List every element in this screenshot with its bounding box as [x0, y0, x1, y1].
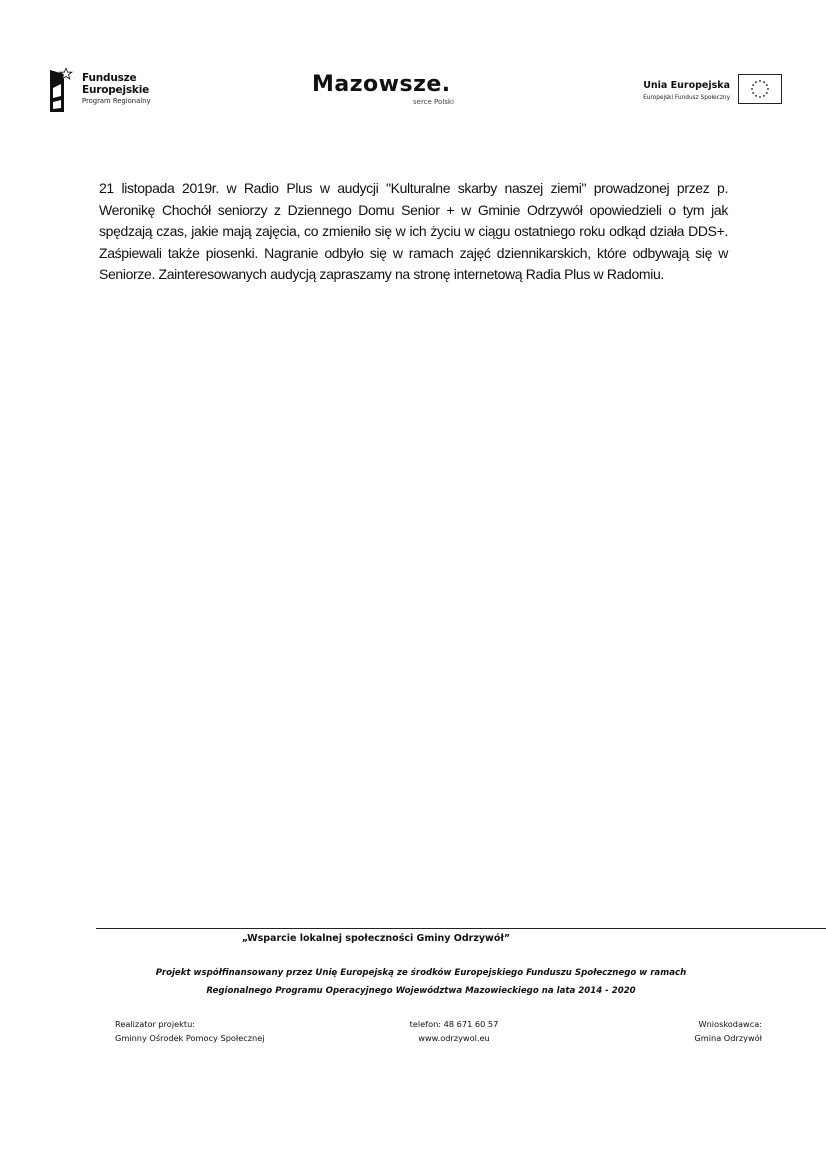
eu-logo-subtitle: Europejski Fundusz Społeczny	[643, 95, 730, 101]
article-paragraph: 21 listopada 2019r. w Radio Plus w audycji "Kulturalne skarby naszej ziemi" prowadzonej przez p. Weronikę Chochół seniorzy z Dziennego Domu Senior + w Gminie Odrzywół opowiedzieli o tym jak spędzają czas, jakie mają zajęcia, co zmieniło się w ich życiu w ciągu ostatniego roku odkąd działa DDS+. Zaśpiewali także piosenki. Nagranie odbyło się w ramach zajęć dziennikarskich, które odbywają się w Seniorze. Zainteresowanych audycją zapraszamy na stronę internetową Radia Plus w Radomiu.	[99, 180, 728, 282]
wnioskodawca-value: Gmina Odrzywół	[694, 1033, 762, 1043]
fe-logo-line1: Fundusze	[82, 72, 137, 84]
mazowsze-logo	[312, 72, 472, 112]
fundusze-europejskie-logo	[50, 68, 170, 114]
eu-flag-icon	[738, 74, 782, 104]
cofinancing-note	[96, 964, 746, 1000]
realizator-value: Gminny Ośrodek Pomocy Społecznej	[115, 1033, 265, 1043]
contact-website: www.odrzywol.eu	[418, 1033, 490, 1043]
main-content	[99, 178, 728, 286]
fe-star-flag-icon	[50, 68, 74, 112]
footer-wnioskodawca	[640, 1017, 762, 1045]
contact-phone: telefon: 48 671 60 57	[409, 1019, 499, 1029]
eu-logo-text	[643, 80, 730, 101]
wnioskodawca-label: Wnioskodawca:	[698, 1019, 762, 1029]
eu-stars-icon	[739, 75, 781, 103]
footer-divider	[96, 928, 826, 929]
footer-realizator	[115, 1017, 265, 1045]
fe-logo-line2: Europejskie	[82, 83, 150, 96]
page-header	[0, 0, 826, 140]
realizator-label: Realizator projektu:	[115, 1019, 196, 1029]
fe-logo-text	[82, 73, 151, 105]
fe-logo-line3: Program Regionalny	[82, 97, 151, 105]
footer-contact	[392, 1017, 516, 1045]
unia-europejska-logo	[620, 74, 784, 108]
cofinancing-line1: Projekt współfinansowany przez Unię Europejską ze środków Europejskiego Funduszu Społecznego w ramach	[155, 968, 687, 978]
project-title: „Wsparcie lokalnej społeczności Gminy Odrzywół”	[241, 933, 511, 944]
eu-logo-title: Unia Europejska	[643, 80, 730, 91]
cofinancing-line2: Regionalnego Programu Operacyjnego Województwa Mazowieckiego na lata 2014 - 2020	[206, 986, 636, 996]
mazowsze-tagline: serce Polski	[413, 98, 454, 106]
mazowsze-wordmark: Mazowsze.	[312, 72, 451, 97]
